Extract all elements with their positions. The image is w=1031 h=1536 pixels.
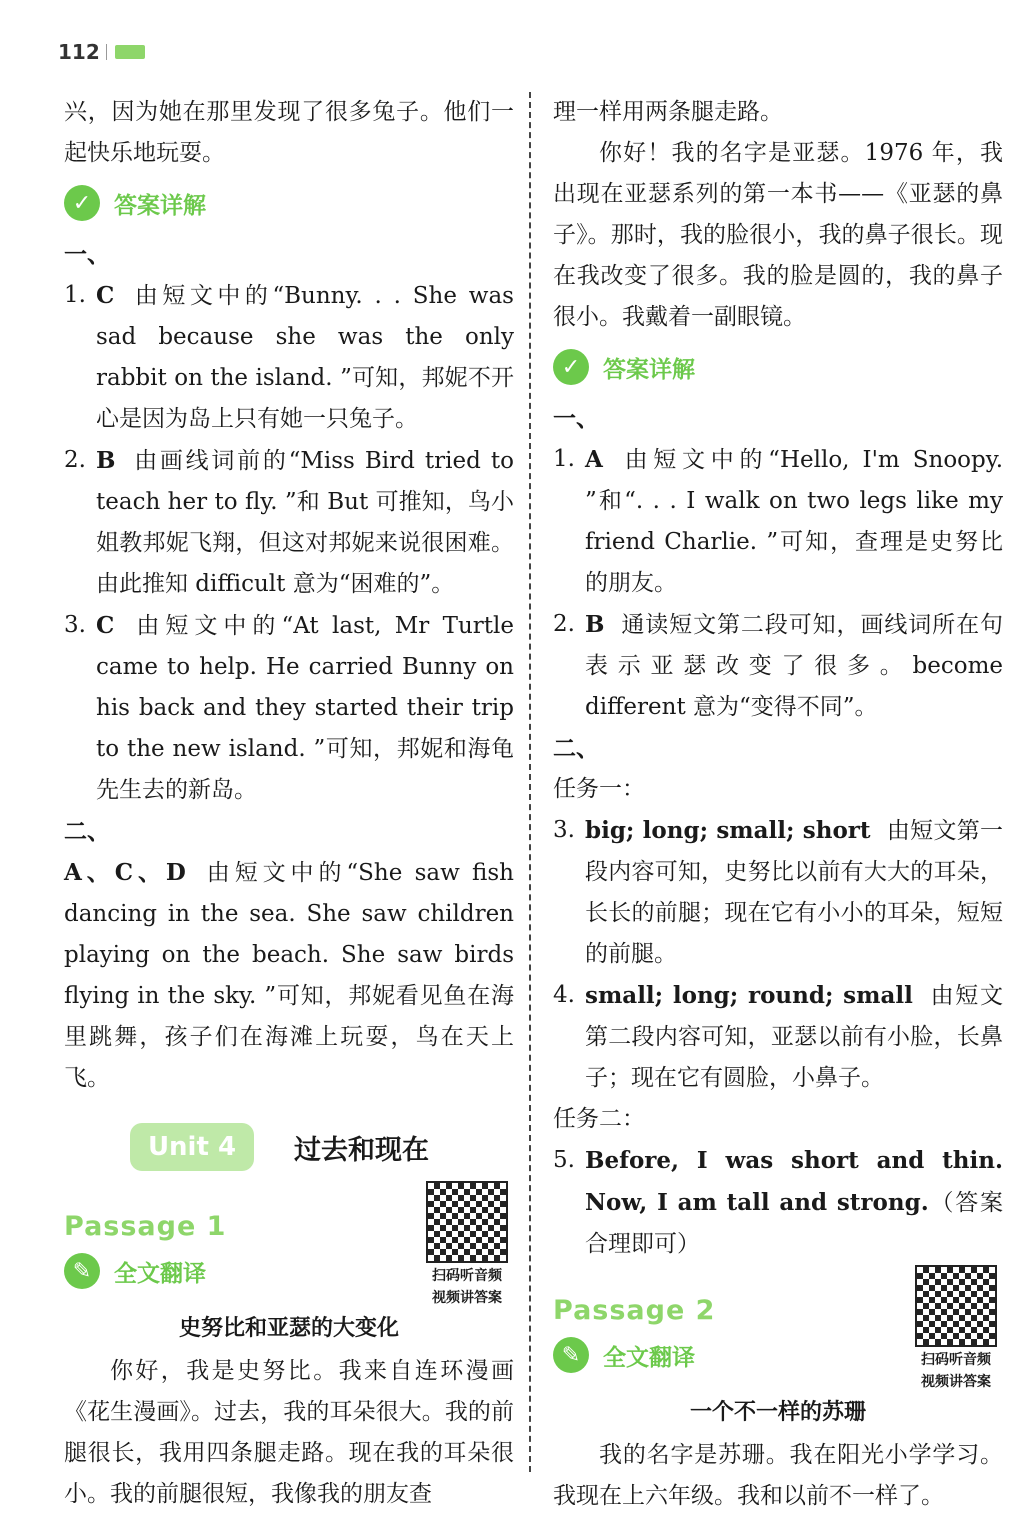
section-heading: 二、 bbox=[64, 818, 110, 845]
left-column bbox=[64, 92, 514, 1515]
answer-key: small; long; round; small bbox=[585, 982, 913, 1009]
page-header bbox=[58, 40, 145, 64]
section-heading: 一、 bbox=[64, 241, 110, 268]
story-title: 一个不一样的苏珊 bbox=[689, 1400, 866, 1425]
answer-key: A bbox=[585, 446, 603, 473]
explanation: 通读短文第二段可知，画线词所在句表示亚瑟改变了很多。become different 意为“变得不同”。 bbox=[585, 612, 1003, 720]
section-heading: 一、 bbox=[553, 405, 599, 432]
task-label: 任务二： bbox=[553, 1106, 645, 1132]
section-heading: 二、 bbox=[553, 735, 599, 762]
question-item: 1. A 由短文中的“Hello, I'm Snoopy. ”和“. . . I walk on two legs like my friend Charlie. ”可知，查理是史努比的朋友。 bbox=[553, 446, 1003, 596]
question-item: 3. big; long; small; short 由短文第一段内容可知，史努比以前有大大的耳朵，长长的前腿；现在它有小小的耳朵，短短的前腿。 bbox=[553, 817, 1003, 967]
section2-answer: A、C、D 由短文中的“She saw fish dancing in the sea. She saw children playing on the beach. She saw birds flying in the sky. ”可知，邦妮看见鱼在海里跳舞，孩子们在海滩上玩耍，鸟在天上飞。 bbox=[64, 859, 514, 1091]
translation-badge: ✎ 全文翻译 bbox=[64, 1246, 226, 1296]
answer-badge: ✓ 答案详解 bbox=[553, 342, 1003, 392]
continued-text: 理一样用两条腿走路。 bbox=[553, 99, 783, 125]
answer-key: B bbox=[96, 447, 116, 474]
passage-label: Passage 2 bbox=[553, 1295, 716, 1326]
intro-text: 兴，因为她在那里发现了很多兔子。他们一起快乐地玩耍。 bbox=[64, 99, 514, 166]
task-label: 任务一： bbox=[553, 776, 645, 802]
passage-header bbox=[64, 1181, 514, 1307]
check-icon: ✓ bbox=[64, 185, 100, 221]
answer-key: C bbox=[96, 612, 115, 639]
qr-block[interactable]: 扫码听音频 视频讲答案 bbox=[909, 1265, 1003, 1391]
answer-key: B bbox=[585, 611, 605, 638]
question-item: 5. Before, I was short and thin. Now, I am tall and strong.（答案合理即可） bbox=[553, 1147, 1003, 1257]
question-item: 2. B 由画线词前的“Miss Bird tried to teach her to fly. ”和 But 可推知，鸟小姐教邦妮飞翔，但这对邦妮来说很困难。由此推知 difficult 意为“困难的”。 bbox=[64, 447, 514, 597]
answer-key: big; long; small; short bbox=[585, 817, 871, 844]
right-column bbox=[553, 92, 1003, 1517]
answer-key: Before, I was short and thin. Now, I am tall and strong. bbox=[585, 1147, 1003, 1216]
column-divider bbox=[529, 92, 531, 1472]
unit-title: 过去和现在 bbox=[294, 1134, 429, 1166]
unit-label: Unit 4 bbox=[130, 1123, 254, 1171]
passage-header bbox=[553, 1265, 1003, 1391]
passage-label: Passage 1 bbox=[64, 1211, 227, 1242]
explanation: 由短文中的“Hello, I'm Snoopy. ”和“. . . I walk on two legs like my friend Charlie. ”可知，查理是史努比的朋友。 bbox=[585, 447, 1003, 596]
check-icon: ✓ bbox=[553, 349, 589, 385]
story-title: 史努比和亚瑟的大变化 bbox=[178, 1316, 399, 1341]
pen-icon: ✎ bbox=[553, 1337, 589, 1373]
explanation: 由短文第一段内容可知，史努比以前有大大的耳朵，长长的前腿；现在它有小小的耳朵，短短的前腿。 bbox=[585, 818, 1003, 967]
story-text: 你好，我是史努比。我来自连环漫画《花生漫画》。过去，我的耳朵很大。我的前腿很长，我用四条腿走路。现在我的耳朵很小。我的前腿很短，我像我的朋友查 bbox=[64, 1358, 514, 1507]
qr-code-icon[interactable] bbox=[915, 1265, 997, 1347]
explanation: 由短文第二段内容可知，亚瑟以前有小脸，长鼻子；现在它有圆脸，小鼻子。 bbox=[585, 983, 1003, 1091]
translation-badge: ✎ 全文翻译 bbox=[553, 1330, 715, 1380]
story-text: 我的名字是苏珊。我在阳光小学学习。我现在上六年级。我和以前不一样了。 bbox=[553, 1442, 1003, 1509]
question-item: 4. small; long; round; small 由短文第二段内容可知，亚瑟以前有小脸，长鼻子；现在它有圆脸，小鼻子。 bbox=[553, 982, 1003, 1091]
story-paragraph: 你好！我的名字是亚瑟。1976 年，我出现在亚瑟系列的第一本书——《亚瑟的鼻子》。那时，我的脸很小，我的鼻子很长。现在我改变了很多。我的脸是圆的，我的鼻子很小。我戴着一副眼镜。 bbox=[553, 140, 1003, 330]
page-number: 112 bbox=[58, 40, 100, 64]
unit-header bbox=[64, 1113, 514, 1181]
question-item: 2. B 通读短文第二段可知，画线词所在句表示亚瑟改变了很多。become different 意为“变得不同”。 bbox=[553, 611, 1003, 720]
answer-badge: ✓ 答案详解 bbox=[64, 178, 514, 228]
explanation: 由短文中的“Bunny. . . She was sad because she was the only rabbit on the island. ”可知，邦妮不开心是因为岛上只有她一只兔子。 bbox=[96, 283, 514, 432]
qr-code-icon[interactable] bbox=[426, 1181, 508, 1263]
question-item: 1. C 由短文中的“Bunny. . . She was sad because she was the only rabbit on the island. ”可知，邦妮不开心是因为岛上只有她一只兔子。 bbox=[64, 282, 514, 432]
question-item: 3. C 由短文中的“At last, Mr Turtle came to help. He carried Bunny on his back and they started their trip to the new island. ”可知，邦妮和海龟先生去的新岛。 bbox=[64, 612, 514, 803]
explanation: 由短文中的“At last, Mr Turtle came to help. He carried Bunny on his back and they started their trip to the new island. ”可知，邦妮和海龟先生去的新岛。 bbox=[96, 613, 514, 803]
answer-key: C bbox=[96, 282, 115, 309]
explanation: 由画线词前的“Miss Bird tried to teach her to fly. ”和 But 可推知，鸟小姐教邦妮飞翔，但这对邦妮来说很困难。由此推知 difficult 意为“困难的”。 bbox=[96, 448, 514, 597]
pen-icon: ✎ bbox=[64, 1253, 100, 1289]
explanation: （答案合理即可） bbox=[585, 1190, 1003, 1257]
qr-block[interactable]: 扫码听音频 视频讲答案 bbox=[420, 1181, 514, 1307]
header-decoration bbox=[115, 45, 145, 59]
header-divider bbox=[106, 44, 107, 60]
